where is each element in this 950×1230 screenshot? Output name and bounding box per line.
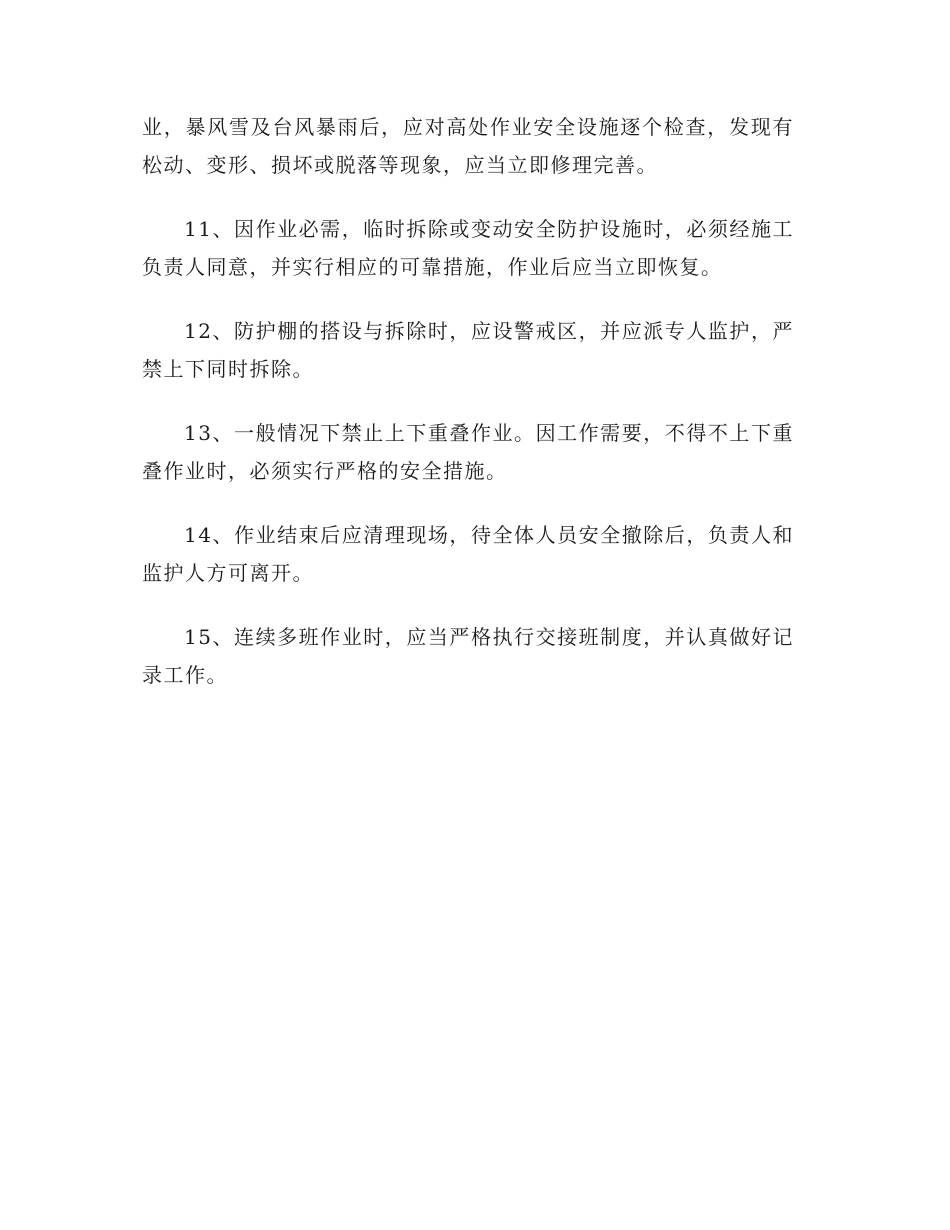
paragraph-item-14: 14、作业结束后应清理现场，待全体人员安全撤除后，负责人和监护人方可离开。 — [142, 523, 794, 585]
paragraph-item-13: 13、一般情况下禁止上下重叠作业。因工作需要，不得不上下重叠作业时，必须实行严格的安全措施。 — [142, 421, 794, 483]
paragraph-item-11: 11、因作业必需，临时拆除或变动安全防护设施时，必须经施工负责人同意，并实行相应的可靠措施，作业后应当立即恢复。 — [142, 217, 794, 279]
paragraph-item-15: 15、连续多班作业时，应当严格执行交接班制度，并认真做好记录工作。 — [142, 625, 794, 687]
paragraph-item-12: 12、防护棚的搭设与拆除时，应设警戒区，并应派专人监护，严禁上下同时拆除。 — [142, 319, 794, 381]
document-body — [142, 108, 794, 720]
paragraph-continuation: 业，暴风雪及台风暴雨后，应对高处作业安全设施逐个检查，发现有松动、变形、损坏或脱落等现象，应当立即修理完善。 — [142, 115, 794, 177]
